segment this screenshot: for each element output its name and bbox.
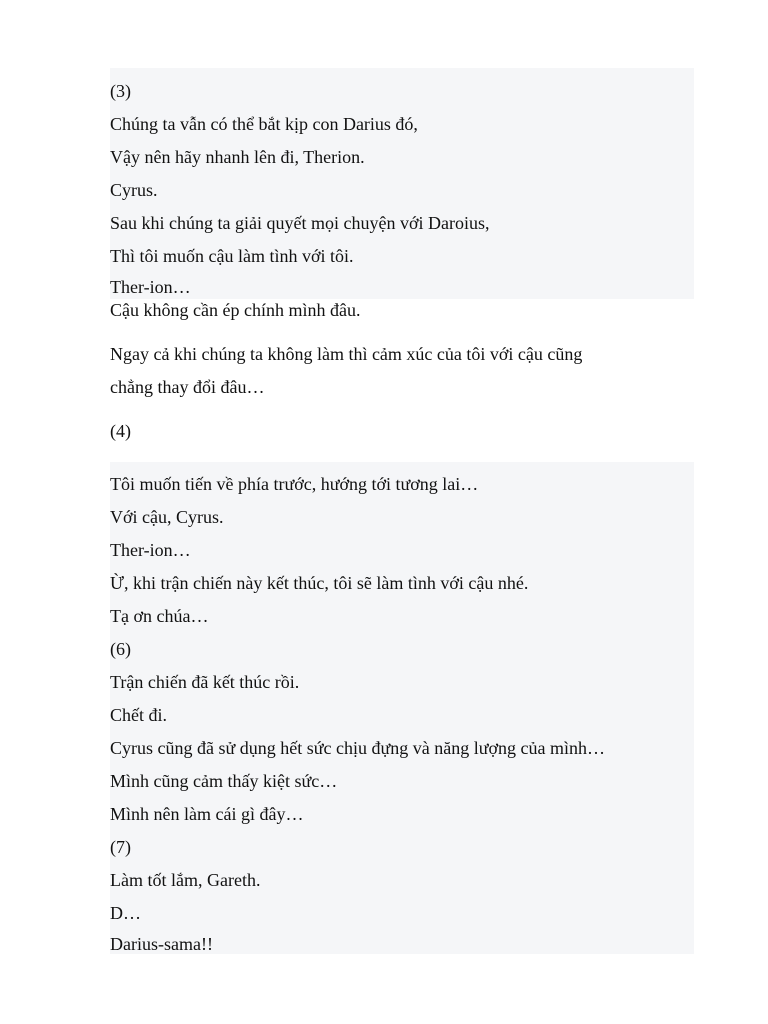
section-marker: (7) bbox=[110, 837, 131, 857]
text-line: Chết đi. bbox=[110, 705, 167, 725]
text-line: D… bbox=[110, 903, 141, 923]
text-line: Darius-sama!! bbox=[110, 934, 213, 954]
shaded-block-1 bbox=[110, 68, 694, 299]
text-line: Tôi muốn tiến về phía trước, hướng tới tương lai… bbox=[110, 474, 479, 494]
text-line: Cyrus cũng đã sử dụng hết sức chịu đựng và năng lượng của mình… bbox=[110, 738, 605, 758]
text-line: Trận chiến đã kết thúc rồi. bbox=[110, 672, 300, 692]
text-line: Sau khi chúng ta giải quyết mọi chuyện với Daroius, bbox=[110, 213, 490, 233]
text-line: Cyrus. bbox=[110, 180, 158, 200]
text-line: Tạ ơn chúa… bbox=[110, 606, 209, 626]
text-line: Vậy nên hãy nhanh lên đi, Therion. bbox=[110, 147, 365, 167]
text-line: Ừ, khi trận chiến này kết thúc, tôi sẽ làm tình với cậu nhé. bbox=[110, 573, 529, 593]
paragraph-line: chẳng thay đổi đâu… bbox=[110, 377, 265, 397]
text-line: Chúng ta vẫn có thể bắt kịp con Darius đó, bbox=[110, 114, 418, 134]
section-marker: (6) bbox=[110, 639, 131, 659]
text-line: Mình nên làm cái gì đây… bbox=[110, 804, 304, 824]
section-marker: (4) bbox=[110, 421, 131, 441]
paragraph-line: Ngay cả khi chúng ta không làm thì cảm xúc của tôi với cậu cũng bbox=[110, 344, 583, 364]
text-line: Cậu không cần ép chính mình đâu. bbox=[110, 300, 361, 320]
text-line: Ther-ion… bbox=[110, 277, 191, 297]
text-line: Làm tốt lắm, Gareth. bbox=[110, 870, 261, 890]
text-line: Với cậu, Cyrus. bbox=[110, 507, 224, 527]
text-line: (3) bbox=[110, 81, 131, 101]
text-line: Ther-ion… bbox=[110, 540, 191, 560]
text-line: Thì tôi muốn cậu làm tình với tôi. bbox=[110, 246, 354, 266]
text-line: Mình cũng cảm thấy kiệt sức… bbox=[110, 771, 338, 791]
shaded-block-2 bbox=[110, 462, 694, 954]
